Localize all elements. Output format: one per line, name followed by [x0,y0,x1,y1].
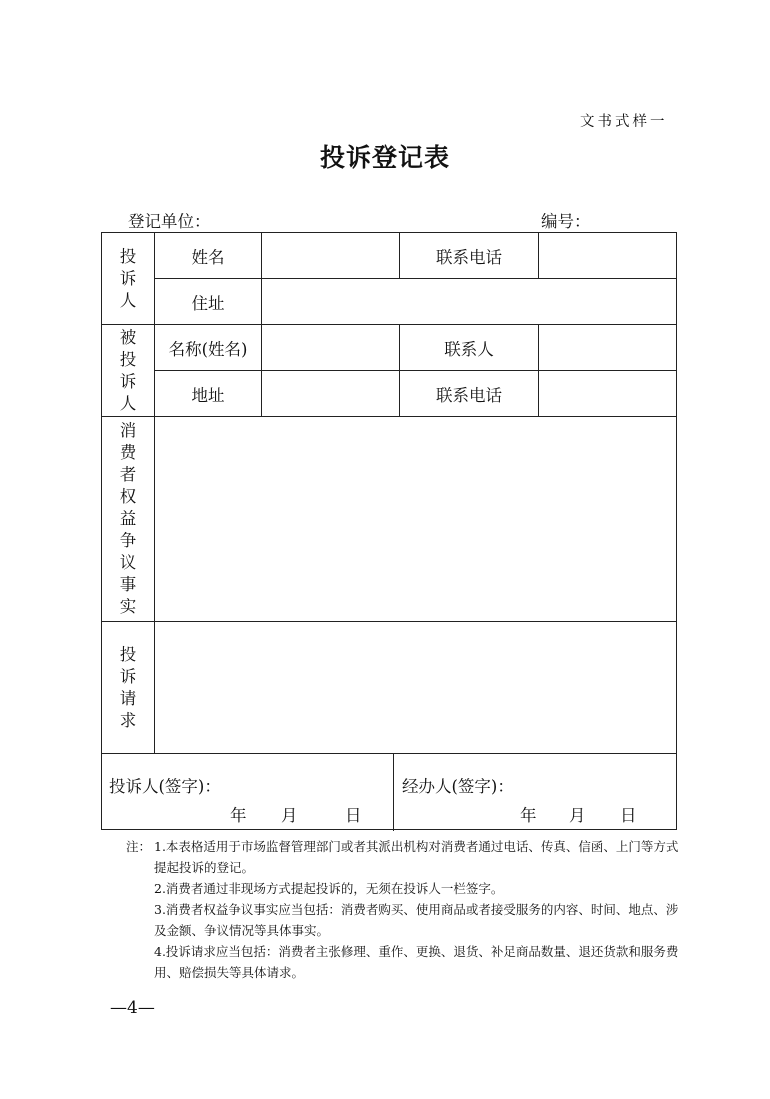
complainant-sign-date[interactable]: 年 月 日 [230,806,362,825]
complainant-phone-label: 联系电话 [436,247,502,267]
complaint-request-field[interactable] [155,622,677,753]
complaint-request-label: 投 诉 请 求 [119,644,137,730]
respondent-phone-label: 联系电话 [436,385,502,405]
respondent-address-field[interactable] [262,371,399,416]
complainant-section-label: 投 诉 人 [119,246,137,310]
page-title: 投诉登记表 [319,143,450,172]
dispute-facts-label: 消 费 者 权 益 争 议 事 实 [119,421,137,616]
complainant-phone-field[interactable] [539,233,677,278]
document-template-label: 文书式样一 [580,114,668,130]
respondent-name-field[interactable] [262,325,399,370]
respondent-address-label: 地址 [191,385,225,405]
handler-signature-label: 经办人(签字)： [402,777,514,796]
note-item: 注： 1.本表格适用于市场监督管理部门或者其派出机构对消费者通过电话、传真、信函、上门等方式提起投诉的登记。 [130,836,690,878]
complainant-signature-label: 投诉人(签字)： [109,777,221,796]
page-number: —4— [110,998,155,1018]
note-item: 3.消费者权益争议事实应当包括：消费者购买、使用商品或者接受服务的内容、时间、地点、涉及金额、争议情况等具体事实。 [154,902,679,938]
registration-unit-label: 登记单位： [128,212,211,231]
note-item: 2.消费者通过非现场方式提起投诉的，无须在投诉人一栏签字。 [154,881,504,896]
complainant-name-field[interactable] [262,233,399,278]
dispute-facts-field[interactable] [155,417,677,621]
row-divider [102,753,677,754]
complainant-address-field[interactable] [262,279,677,324]
notes-prefix: 注： [126,839,152,854]
complainant-address-label: 住址 [191,293,225,313]
respondent-contact-field[interactable] [539,325,677,370]
respondent-phone-field[interactable] [539,371,677,416]
note-item: 4.投诉请求应当包括：消费者主张修理、重作、更换、退货、补足商品数量、退还货款和服务费用、赔偿损失等具体请求。 [154,944,679,980]
serial-number-label: 编号： [541,212,591,231]
complaint-form-table [101,232,677,830]
complainant-name-label: 姓名 [191,247,225,267]
form-notes [126,836,690,983]
respondent-contact-label: 联系人 [444,339,494,359]
respondent-name-label: 名称(姓名) [168,339,248,359]
respondent-section-label: 被 投 诉 人 [119,327,137,413]
handler-sign-date[interactable]: 年 月 日 [520,806,637,825]
